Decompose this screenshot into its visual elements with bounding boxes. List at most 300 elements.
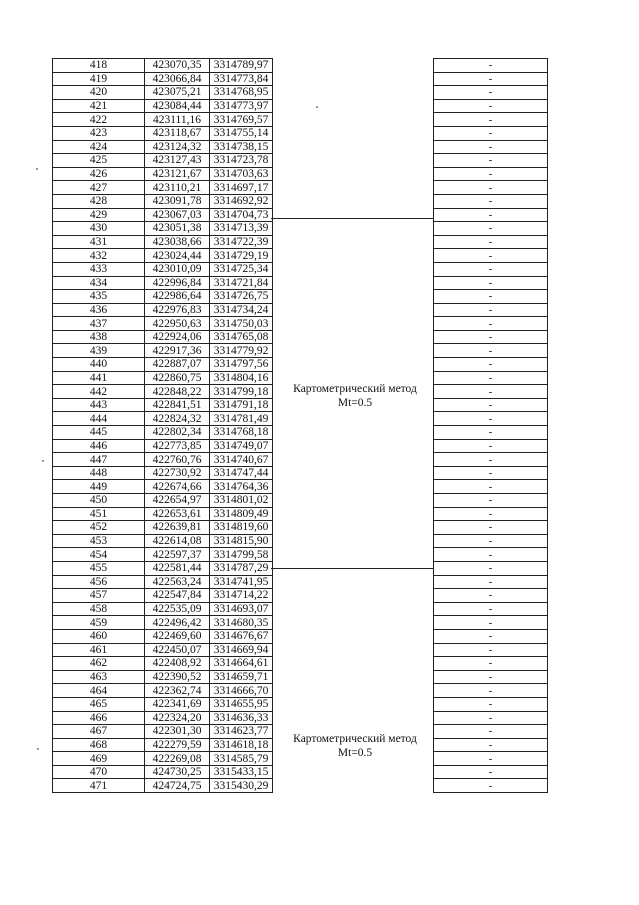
point-number-cell: 460 xyxy=(53,629,145,643)
table-row xyxy=(434,589,548,603)
table-row xyxy=(434,181,548,195)
x-coordinate-cell: 422324,20 xyxy=(145,711,210,725)
x-coordinate-cell: 422730,92 xyxy=(145,466,210,480)
accuracy-mark-cell: - xyxy=(434,99,548,113)
x-coordinate-cell: 423070,35 xyxy=(145,59,210,73)
y-coordinate-cell: 3315433,15 xyxy=(210,765,273,779)
x-coordinate-cell: 423091,78 xyxy=(145,194,210,208)
point-number-cell: 427 xyxy=(53,181,145,195)
point-number-cell: 437 xyxy=(53,317,145,331)
x-coordinate-cell: 422848,22 xyxy=(145,385,210,399)
accuracy-mark-cell: - xyxy=(434,534,548,548)
point-number-cell: 423 xyxy=(53,126,145,140)
table-row xyxy=(434,725,548,739)
table-row xyxy=(53,208,273,222)
x-coordinate-cell: 422301,30 xyxy=(145,725,210,739)
method-name: Картометрический метод xyxy=(293,733,417,745)
point-number-cell: 429 xyxy=(53,208,145,222)
y-coordinate-cell: 3314721,84 xyxy=(210,276,273,290)
x-coordinate-cell: 423010,09 xyxy=(145,262,210,276)
x-coordinate-cell: 423124,32 xyxy=(145,140,210,154)
table-row xyxy=(434,371,548,385)
table-row xyxy=(434,303,548,317)
x-coordinate-cell: 422760,76 xyxy=(145,453,210,467)
x-coordinate-cell: 422614,08 xyxy=(145,534,210,548)
table-row xyxy=(434,779,548,793)
table-row xyxy=(53,684,273,698)
table-row xyxy=(53,385,273,399)
point-number-cell: 464 xyxy=(53,684,145,698)
table-row xyxy=(53,616,273,630)
table-row xyxy=(53,412,273,426)
point-number-cell: 424 xyxy=(53,140,145,154)
table-row xyxy=(53,561,273,575)
accuracy-mark-cell: - xyxy=(434,670,548,684)
x-coordinate-cell: 424724,75 xyxy=(145,779,210,793)
table-row xyxy=(434,276,548,290)
y-coordinate-cell: 3314680,35 xyxy=(210,616,273,630)
x-coordinate-cell: 423066,84 xyxy=(145,72,210,86)
x-coordinate-cell: 423067,03 xyxy=(145,208,210,222)
accuracy-mark-cell: - xyxy=(434,439,548,453)
table-row xyxy=(53,589,273,603)
table-row xyxy=(53,181,273,195)
point-number-cell: 439 xyxy=(53,344,145,358)
scan-speck xyxy=(36,168,38,170)
y-coordinate-cell: 3314809,49 xyxy=(210,507,273,521)
table-row xyxy=(53,126,273,140)
x-coordinate-cell: 423111,16 xyxy=(145,113,210,127)
table-row xyxy=(434,602,548,616)
table-row xyxy=(434,534,548,548)
x-coordinate-cell: 422563,24 xyxy=(145,575,210,589)
table-row xyxy=(434,262,548,276)
y-coordinate-cell: 3314664,61 xyxy=(210,657,273,671)
table-row xyxy=(53,725,273,739)
accuracy-mark-cell: - xyxy=(434,426,548,440)
y-coordinate-cell: 3314779,92 xyxy=(210,344,273,358)
table-row xyxy=(53,303,273,317)
table-row xyxy=(434,249,548,263)
point-number-cell: 456 xyxy=(53,575,145,589)
method-accuracy: Mt=0.5 xyxy=(337,747,373,759)
accuracy-mark-cell: - xyxy=(434,412,548,426)
table-row xyxy=(434,140,548,154)
x-coordinate-cell: 423118,67 xyxy=(145,126,210,140)
table-row xyxy=(434,167,548,181)
point-number-cell: 467 xyxy=(53,725,145,739)
accuracy-mark-cell: - xyxy=(434,657,548,671)
accuracy-mark-cell: - xyxy=(434,494,548,508)
table-row xyxy=(434,670,548,684)
y-coordinate-cell: 3314726,75 xyxy=(210,290,273,304)
x-coordinate-cell: 422450,07 xyxy=(145,643,210,657)
point-number-cell: 431 xyxy=(53,235,145,249)
y-coordinate-cell: 3314768,95 xyxy=(210,86,273,100)
y-coordinate-cell: 3314669,94 xyxy=(210,643,273,657)
table-row xyxy=(53,59,273,73)
y-coordinate-cell: 3314636,33 xyxy=(210,711,273,725)
accuracy-mark-cell: - xyxy=(434,222,548,236)
point-number-cell: 443 xyxy=(53,398,145,412)
table-row xyxy=(53,466,273,480)
table-row xyxy=(434,616,548,630)
accuracy-mark-cell: - xyxy=(434,466,548,480)
table-row xyxy=(53,290,273,304)
table-row xyxy=(434,466,548,480)
accuracy-mark-cell: - xyxy=(434,507,548,521)
table-row xyxy=(434,738,548,752)
table-row xyxy=(434,385,548,399)
y-coordinate-cell: 3314725,34 xyxy=(210,262,273,276)
table-row xyxy=(434,59,548,73)
x-coordinate-cell: 422279,59 xyxy=(145,738,210,752)
point-number-cell: 426 xyxy=(53,167,145,181)
point-number-cell: 422 xyxy=(53,113,145,127)
point-number-cell: 428 xyxy=(53,194,145,208)
x-coordinate-cell: 422362,74 xyxy=(145,684,210,698)
coordinates-table-body xyxy=(53,59,273,793)
y-coordinate-cell: 3314585,79 xyxy=(210,752,273,766)
point-number-cell: 430 xyxy=(53,222,145,236)
accuracy-mark-cell: - xyxy=(434,86,548,100)
table-row xyxy=(434,439,548,453)
table-row xyxy=(53,262,273,276)
table-row xyxy=(53,765,273,779)
table-row xyxy=(53,779,273,793)
table-row xyxy=(434,290,548,304)
x-coordinate-cell: 422654,97 xyxy=(145,494,210,508)
accuracy-mark-cell: - xyxy=(434,725,548,739)
x-coordinate-cell: 423075,21 xyxy=(145,86,210,100)
x-coordinate-cell: 424730,25 xyxy=(145,765,210,779)
y-coordinate-cell: 3314704,73 xyxy=(210,208,273,222)
table-row xyxy=(53,235,273,249)
table-row xyxy=(434,548,548,562)
x-coordinate-cell: 423110,21 xyxy=(145,181,210,195)
table-row xyxy=(53,398,273,412)
table-row xyxy=(434,643,548,657)
accuracy-mark-cell: - xyxy=(434,358,548,372)
x-coordinate-cell: 423127,43 xyxy=(145,154,210,168)
table-row xyxy=(434,521,548,535)
point-number-cell: 449 xyxy=(53,480,145,494)
accuracy-mark-cell: - xyxy=(434,249,548,263)
table-row xyxy=(53,358,273,372)
table-row xyxy=(434,235,548,249)
point-number-cell: 442 xyxy=(53,385,145,399)
table-row xyxy=(434,344,548,358)
table-row xyxy=(53,371,273,385)
point-number-cell: 419 xyxy=(53,72,145,86)
x-coordinate-cell: 422924,06 xyxy=(145,330,210,344)
method-accuracy: Mt=0.5 xyxy=(337,397,373,409)
table-row xyxy=(434,72,548,86)
point-number-cell: 457 xyxy=(53,589,145,603)
x-coordinate-cell: 422581,44 xyxy=(145,561,210,575)
y-coordinate-cell: 3314703,63 xyxy=(210,167,273,181)
x-coordinate-cell: 422860,75 xyxy=(145,371,210,385)
point-number-cell: 450 xyxy=(53,494,145,508)
x-coordinate-cell: 422341,69 xyxy=(145,697,210,711)
y-coordinate-cell: 3314797,56 xyxy=(210,358,273,372)
accuracy-mark-cell: - xyxy=(434,317,548,331)
point-number-cell: 463 xyxy=(53,670,145,684)
point-number-cell: 420 xyxy=(53,86,145,100)
accuracy-mark-cell: - xyxy=(434,290,548,304)
table-row xyxy=(434,99,548,113)
point-number-cell: 432 xyxy=(53,249,145,263)
y-coordinate-cell: 3314692,92 xyxy=(210,194,273,208)
accuracy-mark-cell: - xyxy=(434,561,548,575)
y-coordinate-cell: 3314722,39 xyxy=(210,235,273,249)
table-row xyxy=(434,494,548,508)
point-number-cell: 451 xyxy=(53,507,145,521)
x-coordinate-cell: 423084,44 xyxy=(145,99,210,113)
accuracy-mark-cell: - xyxy=(434,113,548,127)
table-row xyxy=(434,86,548,100)
accuracy-mark-cell: - xyxy=(434,575,548,589)
x-coordinate-cell: 422887,07 xyxy=(145,358,210,372)
x-coordinate-cell: 422950,63 xyxy=(145,317,210,331)
accuracy-mark-cell: - xyxy=(434,344,548,358)
point-number-cell: 434 xyxy=(53,276,145,290)
x-coordinate-cell: 422996,84 xyxy=(145,276,210,290)
point-number-cell: 447 xyxy=(53,453,145,467)
accuracy-mark-cell: - xyxy=(434,711,548,725)
x-coordinate-cell: 422535,09 xyxy=(145,602,210,616)
point-number-cell: 468 xyxy=(53,738,145,752)
point-number-cell: 440 xyxy=(53,358,145,372)
table-row xyxy=(53,222,273,236)
y-coordinate-cell: 3314655,95 xyxy=(210,697,273,711)
table-row xyxy=(53,167,273,181)
x-coordinate-cell: 422841,51 xyxy=(145,398,210,412)
table-row xyxy=(434,697,548,711)
x-coordinate-cell: 423038,66 xyxy=(145,235,210,249)
point-number-cell: 465 xyxy=(53,697,145,711)
point-number-cell: 441 xyxy=(53,371,145,385)
x-coordinate-cell: 422976,83 xyxy=(145,303,210,317)
y-coordinate-cell: 3314747,44 xyxy=(210,466,273,480)
table-row xyxy=(53,643,273,657)
x-coordinate-cell: 422597,37 xyxy=(145,548,210,562)
table-row xyxy=(434,398,548,412)
y-coordinate-cell: 3314729,19 xyxy=(210,249,273,263)
x-coordinate-cell: 423051,38 xyxy=(145,222,210,236)
x-coordinate-cell: 422390,52 xyxy=(145,670,210,684)
y-coordinate-cell: 3314791,18 xyxy=(210,398,273,412)
point-number-cell: 421 xyxy=(53,99,145,113)
coordinates-table xyxy=(52,58,273,793)
table-row xyxy=(434,765,548,779)
point-number-cell: 435 xyxy=(53,290,145,304)
accuracy-mark-cell: - xyxy=(434,371,548,385)
group-divider-top xyxy=(271,218,433,219)
x-coordinate-cell: 422802,34 xyxy=(145,426,210,440)
accuracy-mark-cell: - xyxy=(434,208,548,222)
y-coordinate-cell: 3314804,16 xyxy=(210,371,273,385)
point-number-cell: 444 xyxy=(53,412,145,426)
accuracy-mark-cell: - xyxy=(434,738,548,752)
accuracy-mark-cell: - xyxy=(434,616,548,630)
y-coordinate-cell: 3314618,18 xyxy=(210,738,273,752)
accuracy-mark-cell: - xyxy=(434,629,548,643)
table-row xyxy=(434,222,548,236)
accuracy-mark-cell: - xyxy=(434,752,548,766)
table-row xyxy=(434,113,548,127)
x-coordinate-cell: 422653,61 xyxy=(145,507,210,521)
table-row xyxy=(434,684,548,698)
accuracy-mark-cell: - xyxy=(434,385,548,399)
table-row xyxy=(434,317,548,331)
accuracy-mark-cell: - xyxy=(434,453,548,467)
accuracy-mark-cell: - xyxy=(434,276,548,290)
accuracy-mark-cell: - xyxy=(434,59,548,73)
table-row xyxy=(53,154,273,168)
accuracy-mark-cell: - xyxy=(434,72,548,86)
y-coordinate-cell: 3314750,03 xyxy=(210,317,273,331)
x-coordinate-cell: 422269,08 xyxy=(145,752,210,766)
table-row xyxy=(434,629,548,643)
point-number-cell: 453 xyxy=(53,534,145,548)
y-coordinate-cell: 3314740,67 xyxy=(210,453,273,467)
table-row xyxy=(434,575,548,589)
accuracy-mark-cell: - xyxy=(434,589,548,603)
method-label-group-1 xyxy=(272,382,438,410)
table-row xyxy=(53,344,273,358)
x-coordinate-cell: 422469,60 xyxy=(145,629,210,643)
table-row xyxy=(434,711,548,725)
table-row xyxy=(434,194,548,208)
x-coordinate-cell: 422639,81 xyxy=(145,521,210,535)
y-coordinate-cell: 3314666,70 xyxy=(210,684,273,698)
table-row xyxy=(434,330,548,344)
table-row xyxy=(53,507,273,521)
y-coordinate-cell: 3314714,22 xyxy=(210,589,273,603)
table-row xyxy=(434,126,548,140)
point-number-cell: 446 xyxy=(53,439,145,453)
x-coordinate-cell: 422674,66 xyxy=(145,480,210,494)
point-number-cell: 466 xyxy=(53,711,145,725)
table-row xyxy=(53,657,273,671)
accuracy-mark-cell: - xyxy=(434,480,548,494)
point-number-cell: 448 xyxy=(53,466,145,480)
accuracy-mark-cell: - xyxy=(434,235,548,249)
table-row xyxy=(53,72,273,86)
point-number-cell: 458 xyxy=(53,602,145,616)
table-row xyxy=(434,561,548,575)
accuracy-mark-cell: - xyxy=(434,643,548,657)
table-row xyxy=(53,99,273,113)
table-row xyxy=(53,439,273,453)
table-row xyxy=(53,548,273,562)
table-row xyxy=(434,154,548,168)
y-coordinate-cell: 3314755,14 xyxy=(210,126,273,140)
table-row xyxy=(53,711,273,725)
accuracy-mark-cell: - xyxy=(434,126,548,140)
table-row xyxy=(53,534,273,548)
accuracy-mark-cell: - xyxy=(434,521,548,535)
table-row xyxy=(53,480,273,494)
accuracy-mark-cell: - xyxy=(434,602,548,616)
method-name: Картометрический метод xyxy=(293,383,417,395)
point-number-cell: 425 xyxy=(53,154,145,168)
table-row xyxy=(53,426,273,440)
table-row xyxy=(53,194,273,208)
accuracy-mark-cell: - xyxy=(434,697,548,711)
y-coordinate-cell: 3314693,07 xyxy=(210,602,273,616)
point-number-cell: 438 xyxy=(53,330,145,344)
y-coordinate-cell: 3314765,08 xyxy=(210,330,273,344)
table-row xyxy=(53,575,273,589)
point-number-cell: 452 xyxy=(53,521,145,535)
method-label-group-2 xyxy=(272,732,438,760)
point-number-cell: 455 xyxy=(53,561,145,575)
table-row xyxy=(53,330,273,344)
point-number-cell: 445 xyxy=(53,426,145,440)
table-row xyxy=(53,521,273,535)
accuracy-mark-cell: - xyxy=(434,194,548,208)
table-row xyxy=(434,412,548,426)
table-row xyxy=(53,602,273,616)
y-coordinate-cell: 3314801,02 xyxy=(210,494,273,508)
accuracy-marks-table xyxy=(433,58,548,793)
x-coordinate-cell: 422917,36 xyxy=(145,344,210,358)
accuracy-mark-cell: - xyxy=(434,181,548,195)
y-coordinate-cell: 3314623,77 xyxy=(210,725,273,739)
point-number-cell: 433 xyxy=(53,262,145,276)
point-number-cell: 461 xyxy=(53,643,145,657)
scan-speck xyxy=(316,106,318,108)
x-coordinate-cell: 423121,67 xyxy=(145,167,210,181)
table-row xyxy=(53,140,273,154)
point-number-cell: 436 xyxy=(53,303,145,317)
x-coordinate-cell: 422547,84 xyxy=(145,589,210,603)
table-row xyxy=(53,494,273,508)
y-coordinate-cell: 3314773,84 xyxy=(210,72,273,86)
table-row xyxy=(434,453,548,467)
point-number-cell: 470 xyxy=(53,765,145,779)
accuracy-mark-cell: - xyxy=(434,398,548,412)
y-coordinate-cell: 3314819,60 xyxy=(210,521,273,535)
accuracy-mark-cell: - xyxy=(434,167,548,181)
point-number-cell: 418 xyxy=(53,59,145,73)
accuracy-mark-cell: - xyxy=(434,779,548,793)
accuracy-mark-cell: - xyxy=(434,330,548,344)
y-coordinate-cell: 3314738,15 xyxy=(210,140,273,154)
y-coordinate-cell: 3314787,29 xyxy=(210,561,273,575)
table-row xyxy=(53,276,273,290)
accuracy-mark-cell: - xyxy=(434,548,548,562)
table-row xyxy=(53,317,273,331)
table-row xyxy=(434,480,548,494)
y-coordinate-cell: 3315430,29 xyxy=(210,779,273,793)
y-coordinate-cell: 3314789,97 xyxy=(210,59,273,73)
y-coordinate-cell: 3314769,57 xyxy=(210,113,273,127)
y-coordinate-cell: 3314815,90 xyxy=(210,534,273,548)
y-coordinate-cell: 3314799,18 xyxy=(210,385,273,399)
table-row xyxy=(53,752,273,766)
point-number-cell: 469 xyxy=(53,752,145,766)
table-row xyxy=(434,208,548,222)
table-row xyxy=(53,453,273,467)
table-row xyxy=(53,670,273,684)
scan-speck xyxy=(37,748,39,750)
scan-speck xyxy=(42,460,44,462)
y-coordinate-cell: 3314723,78 xyxy=(210,154,273,168)
point-number-cell: 462 xyxy=(53,657,145,671)
